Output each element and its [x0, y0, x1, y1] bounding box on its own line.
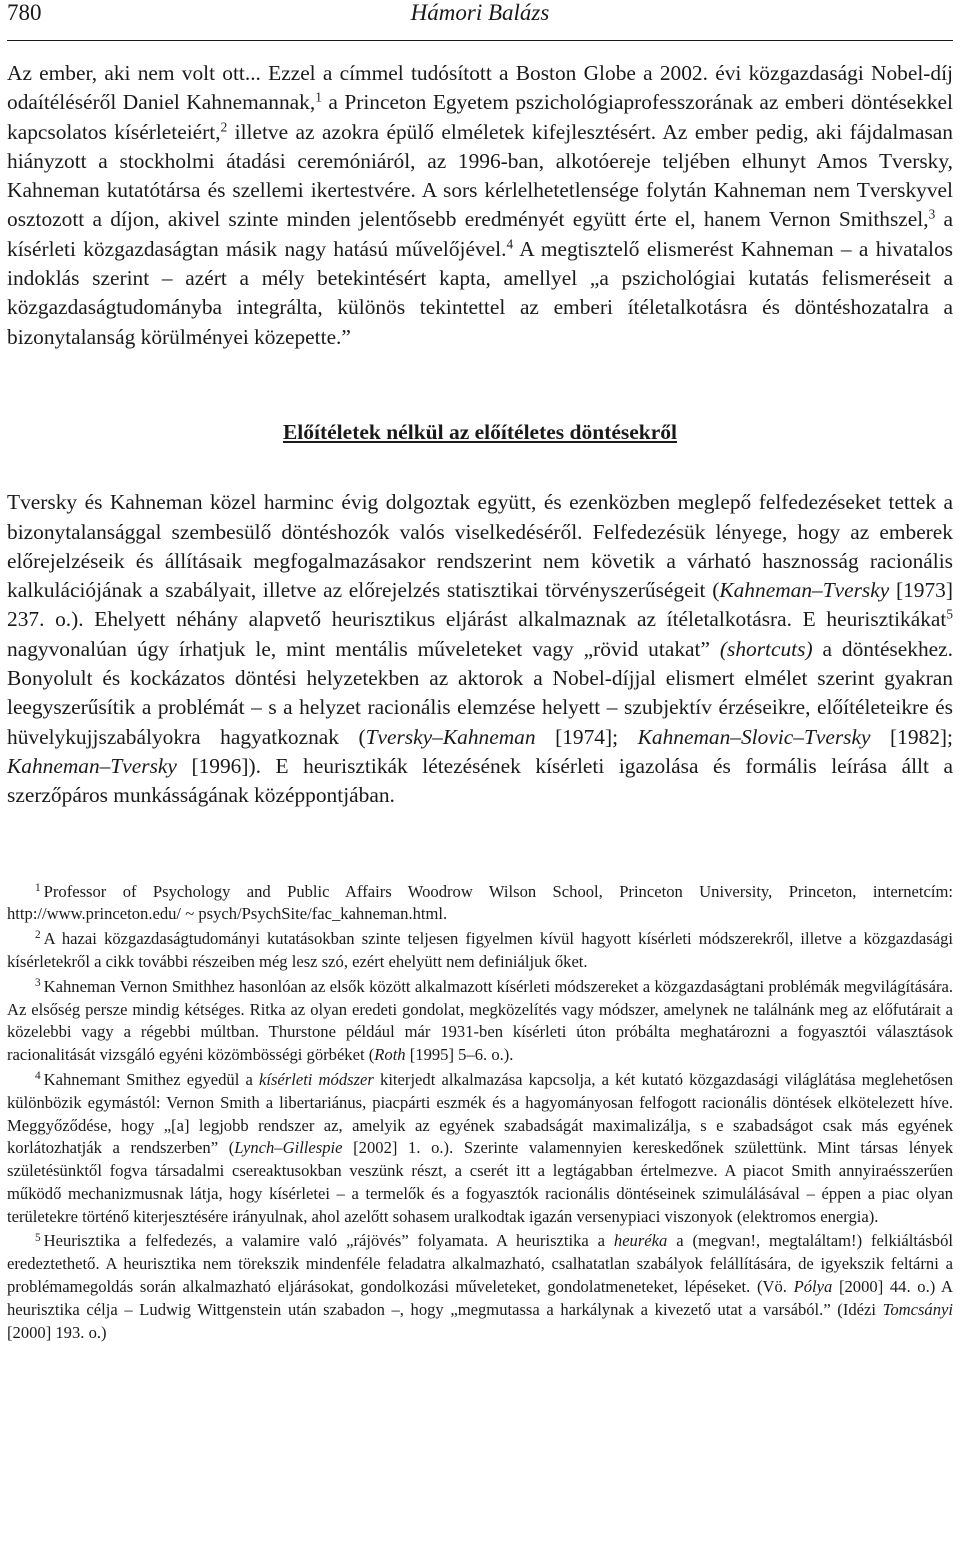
footnote-ref-1[interactable]: 1 — [315, 90, 322, 105]
footnote-text: [2000] 44. o.) A heurisztika célja – Ludwig Wittgenstein után szabadon –, hogy „megmutassa a harkálynak a kivezető utat a varsából.” (Idézi — [7, 1277, 953, 1319]
text-run: [1996]). E heurisztikák létezésének kísérleti igazolása és formális leírása állt a szerzőpáros munkásságának középpontjában. — [7, 753, 953, 808]
running-header — [7, 0, 953, 41]
text-run: nagyvonalúan úgy írhatjuk le, mint mentális műveleteket vagy „rövid utakat” — [7, 636, 720, 661]
footnote-text: [2000] 193. o.) — [7, 1322, 107, 1342]
footnote-number: 3 — [35, 977, 41, 990]
text-run: illetve az azokra épülő elméletek kifejlesztésért. Az ember pedig, aki fájdalmasan hiányzott a stockholmi átadási ceremóniáról, az 1996-ban, alkotóereje teljében elhunyt Amos Tversky, Kahneman kutatótársa és szellemi ikertestvére. A sors kérlelhetetlensége folytán Kahneman nem Tverskyvel osztozott a díjon, akivel szinte minden jelentősebb eredményét együtt érte el, hanem Vernon Smithszel, — [7, 119, 953, 232]
footnote-ref-4[interactable]: 4 — [506, 236, 514, 252]
footnote-text: Heurisztika a felfedezés, a valamire való „rájövés” folyamata. A heurisztika a — [43, 1231, 614, 1251]
footnote-1 — [7, 881, 953, 927]
running-head-author: Hámori Balázs — [410, 0, 550, 25]
term-italic: (shortcuts) — [719, 636, 813, 661]
footnotes — [7, 881, 953, 1345]
citation-italic: Kahneman–Tversky — [719, 578, 890, 603]
text-run: a kísérleti közgazdaságtan másik nagy hatású művelőjével. — [7, 207, 953, 261]
citation-italic: Pólya — [793, 1277, 833, 1297]
term-italic: heuréka — [613, 1231, 668, 1251]
citation-italic: Kahneman–Slovic–Tversky — [637, 724, 871, 749]
footnote-text: [1995] 5–6. o.). — [405, 1045, 514, 1065]
section-paragraph — [7, 488, 953, 810]
text-run: Tversky és Kahneman közel harminc évig dolgoztak együtt, és ezenközben meglepő felfedezéseket tettek a bizonytalansággal szembesülő döntéshozók valós viselkedéséről. Felfedezésük lényege, hogy az emberek előrejelzéseik és állításaik megfogalmazásakor rendszerint nem követik a várható hasznosság racionális kalkulációjának a szabályait, illetve az előrejelzés statisztikai törvényszerűségeit ( — [7, 490, 953, 603]
footnote-ref-3[interactable]: 3 — [928, 207, 936, 223]
citation-italic: Tomcsányi — [882, 1299, 953, 1319]
footnote-4 — [7, 1069, 953, 1229]
footnote-text: Professor of Psychology and Public Affairs Woodrow Wilson School, Princeton University, Princeton, internetcím: http://www.princeton.edu/ ~ psych/PsychSite/fac_kahneman.html. — [7, 881, 953, 924]
term-italic: kísérleti módszer — [258, 1069, 374, 1089]
text-run: A megtisztelő elismerést Kahneman – a hivatalos indoklás szerint – azért a mély betekintésért kapta, amellyel „a pszichológiai kutatás felismeréseit a közgazdaságtudományba integrálta, különös tekintettel az emberi ítéletalkotásra és döntéshozatalra a bizonytalanság körülményei közepette.” — [7, 236, 953, 349]
footnote-number: 4 — [35, 1070, 41, 1083]
footnote-number: 1 — [35, 881, 41, 894]
document-page — [7, 0, 953, 1346]
footnote-text: Kahneman Vernon Smithhez hasonlóan az elsők között alkalmazott kísérleti módszereket a közgazdaságtani problémák megvilágítására. Az elsőség persze mindig kétséges. Ritka az olyan eredeti gondolat, megközelítés vagy módszer, amelynek ne találnánk meg az előfutárait a közelebbi vagy a régebbi múltban. Thurstone például már 1931-ben kísérleti úton próbálta meghatározni a fogyasztói választások racionalitását vizsgáló egyéni közömbösségi görbéket ( — [7, 976, 953, 1065]
page-number: 780 — [7, 0, 42, 25]
footnote-text: Kahnemant Smithez egyedül a — [43, 1069, 259, 1089]
text-run: a Princeton Egyetem pszichológiaprofesszorának az emberi döntésekkel kapcsolatos kísérleteiért, — [7, 90, 953, 144]
text-run: [1973] 237. o.). Ehelyett néhány alapvető heurisztikus eljárást alkalmaznak az ítéletalkotásra. E heurisztikákat — [7, 578, 953, 632]
text-run: a döntésekhez. Bonyolult és kockázatos döntési helyzetekben az aktorok a Nobel-díjjal elismert elmélet szerint gyakran leegyszerűsítik a problémát – s a helyzet racionális elemzése helyett – szubjektív érzéseikre, előítéleteikre és hüvelykujjszabályokra hagyatkoznak ( — [7, 636, 953, 749]
citation-italic: Kahneman–Tversky — [7, 753, 177, 778]
citation-italic: Lynch–Gillespie — [234, 1138, 343, 1158]
citation-italic: Roth — [374, 1045, 406, 1065]
footnote-ref-5[interactable]: 5 — [946, 607, 953, 623]
main-text — [7, 59, 953, 811]
footnote-text: kiterjedt alkalmazása kapcsolja, a két kutató közgazdasági világlátása meglehetősen különbözik egymástól: Vernon Smith a libertariánus, piacpárti eszmék és a hagyományosan felfogott racionális döntések elkötelezett híve. Meggyőződése, hogy „[a] legjobb rendszer az, amelyik az egyének szabadságát maximalizálja, s e szabadságot csak más egyének korlátozhatják a rendszerben” ( — [7, 1069, 953, 1158]
footnote-text: A hazai közgazdaságtudományi kutatásokban szinte teljesen figyelmen kívül hagyott kísérleti módszerekről, illetve a közgazdasági kísérletekről a cikk további részeiben még lesz szó, ezért ehelyütt nem definiáljuk őket. — [7, 929, 953, 971]
section-heading: Előítéletek nélkül az előítéletes döntésekről — [282, 419, 678, 444]
text-run: [1974]; — [535, 724, 638, 749]
footnote-number: 5 — [35, 1231, 41, 1244]
footnote-ref-2[interactable]: 2 — [220, 119, 228, 135]
footnote-2 — [7, 928, 953, 974]
intro-paragraph — [7, 59, 953, 352]
text-run: Az ember, aki nem volt ott... Ezzel a címmel tudósított a Boston Globe a 2002. évi közgazdasági Nobel-díj odaítéléséről Daniel Kahnemannak, — [7, 61, 953, 115]
footnote-3 — [7, 976, 953, 1067]
footnote-text: a (megvan!, megtaláltam!) felkiáltásból eredeztethető. A heurisztika nem törekszik mindenféle feladatra alkalmazható, csalhatatlan szabályok felállítására, de igyekszik feltárni a problémamegoldás során alkalmazható eljárásokat, gondolkozási műveleteket, gondolatmeneteket, lépéseket. (Vö. — [7, 1231, 953, 1297]
text-run: [1982]; — [870, 724, 953, 749]
footnote-number: 2 — [35, 929, 41, 942]
footnote-text: [2002] 1. o.). Szerinte valamennyien kereskedőnek születtünk. Mint társas lények születésünktől fogva társadalmi csereaktusokban veszünk részt, a cserét itt a legtágabban értelmezve. A piacot Smith annyiraésszerűen működő mechanizmusnak látja, hogy kísérletei – a termelők és a fogyasztók racionális döntéseinek szimulálásával – éppen a piac olyan területekre történő kiterjesztésére irányulnak, ahol azelőtt sohasem uralkodtak igazán versenypiaci viszonyok (elektromos energia). — [7, 1138, 953, 1226]
footnote-5 — [7, 1230, 953, 1344]
citation-italic: Tversky–Kahneman — [365, 724, 536, 749]
